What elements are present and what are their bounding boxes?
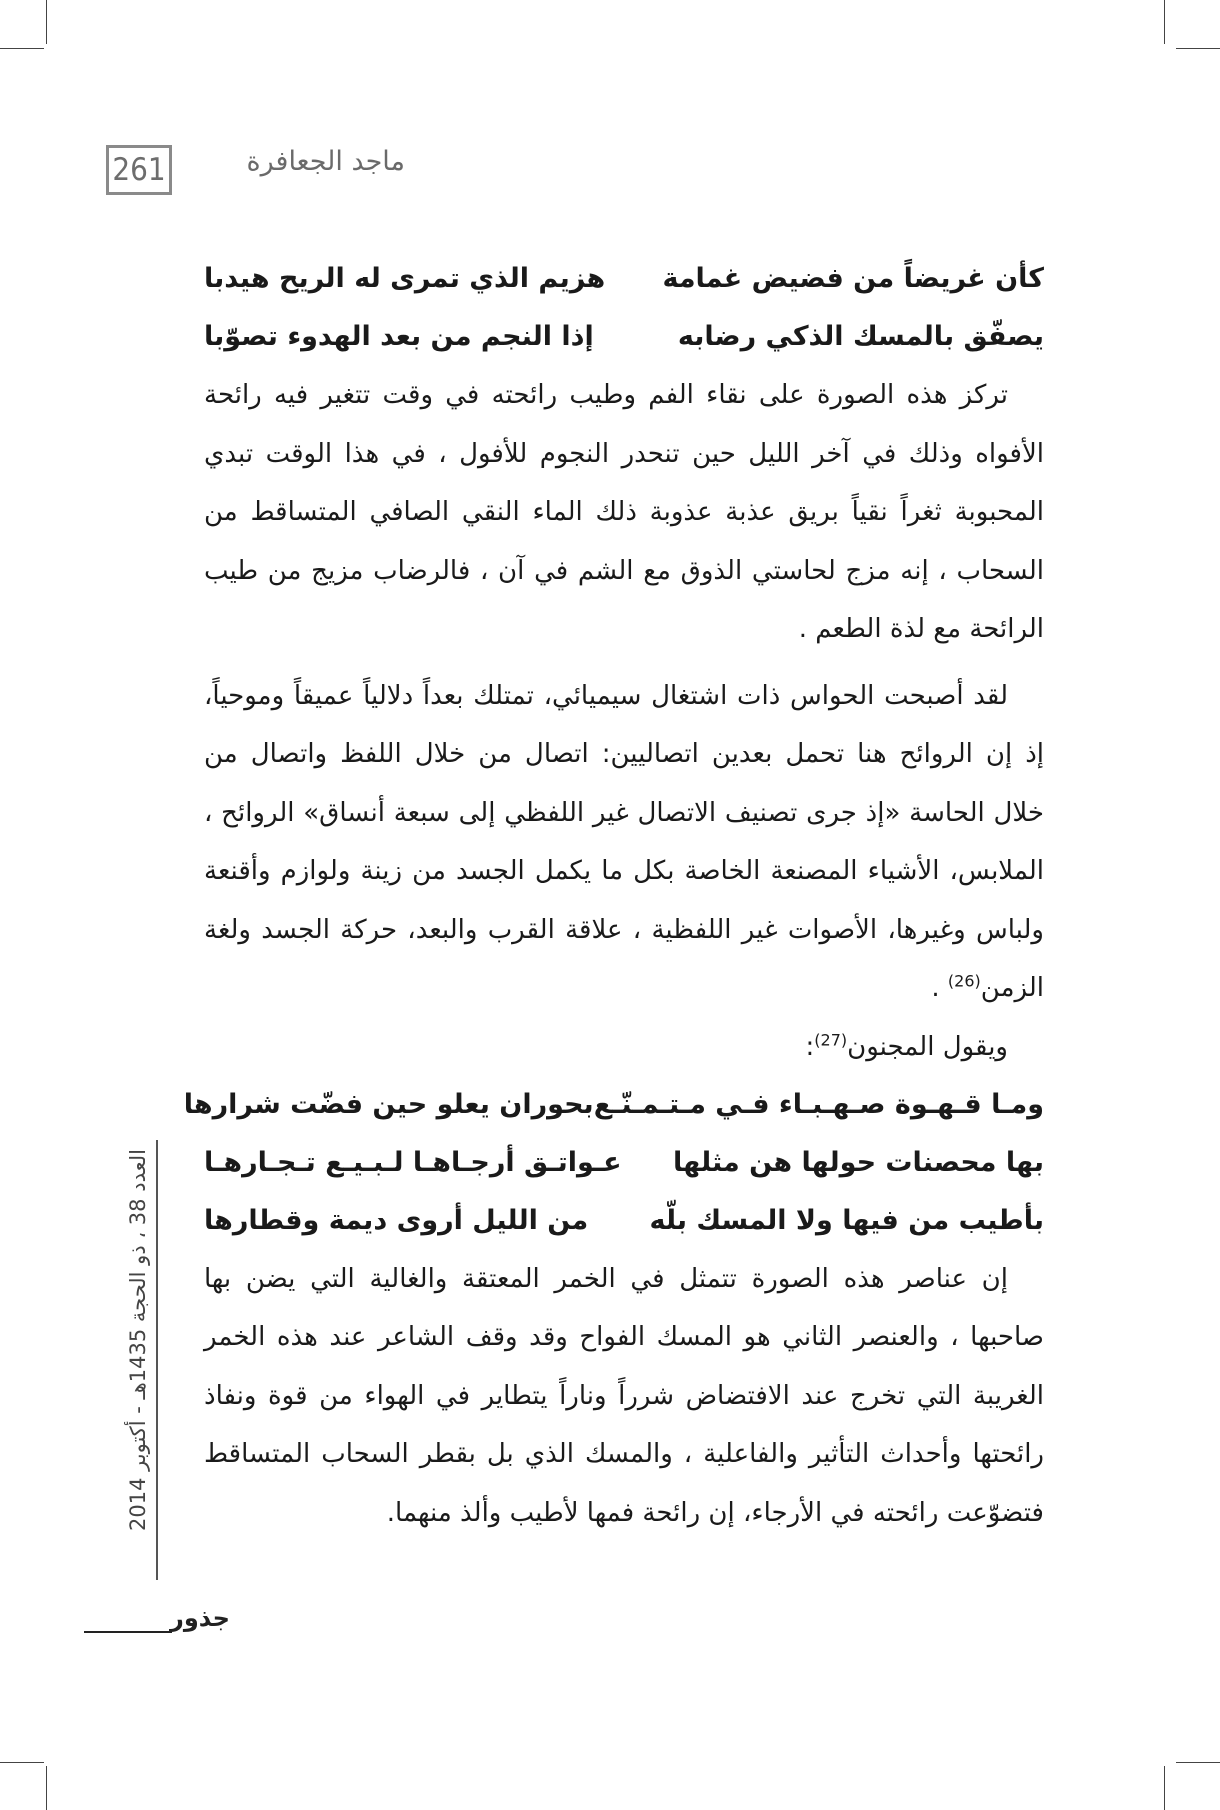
crop-mark bbox=[46, 0, 47, 44]
crop-mark bbox=[1176, 1762, 1220, 1763]
footnote-marker: (27) bbox=[814, 1029, 848, 1049]
page-number: 261 bbox=[106, 145, 172, 195]
footnote-marker: (26) bbox=[947, 971, 981, 991]
journal-logo-text: جذور bbox=[170, 1604, 230, 1632]
body-paragraph: تركز هذه الصورة على نقاء الفم وطيب رائحته في وقت تتغير فيه رائحة الأفواه وذلك في آخر الليل حين تنحدر النجوم للأفول ، في هذا الوقت تبدي المحبوبة ثغراً نقياً بريق عذبة عذوبة ذلك الماء النقي الصافي المتساقط من السحاب ، إنه مزج لحاستي الذوق مع الشم في آن ، فالرضاب مزيج من طيب الرائحة مع لذة الطعم . bbox=[204, 380, 1044, 644]
poem-verse bbox=[204, 1134, 1044, 1192]
crop-mark bbox=[46, 1766, 47, 1810]
verse-second-hemistich: بحوران يعلو حين فضّت شرارها bbox=[183, 1088, 594, 1120]
crop-mark bbox=[1176, 48, 1220, 49]
journal-logo bbox=[82, 1596, 230, 1640]
crop-mark bbox=[0, 48, 44, 49]
body-paragraph bbox=[204, 667, 1044, 1018]
credit-divider bbox=[156, 1140, 158, 1580]
poem-verse bbox=[204, 250, 1044, 308]
paragraph-end: . bbox=[931, 973, 940, 1003]
running-head-author: ماجد الجعافرة bbox=[246, 146, 405, 177]
verse-first-hemistich: بها محصنات حولها هن مثلها bbox=[673, 1146, 1044, 1178]
verse-first-hemistich: كأن غريضاً من فضيض غمامة bbox=[662, 263, 1044, 294]
verse-second-hemistich: عـواتـق أرجـاهـا لـبـيـع تـجـارهـا bbox=[204, 1146, 622, 1178]
verse-second-hemistich: من الليل أروى ديمة وقطارها bbox=[204, 1204, 589, 1236]
poem-verse bbox=[204, 1192, 1044, 1250]
issue-info: العدد 38 ، ذو الحجة 1435هـ - أكتوبر 2014 bbox=[126, 1149, 150, 1531]
body-paragraph: إن عناصر هذه الصورة تتمثل في الخمر المعتقة والغالية التي يضن بها صاحبها ، والعنصر الثاني هو المسك الفواح وقد وقف الشاعر عند هذه الخمر الغريبة التي تخرج عند الافتضاض شرراً وناراً يتطاير في الهواء من قوة ونفاذ رائحتها وأحداث التأثير والفاعلية ، والمسك الذي بل بقطر السحاب المتساقط فتضوّعت رائحته في الأرجاء، إن رائحة فمها لأطيب وألذ منهما. bbox=[204, 1263, 1044, 1528]
poem-verse bbox=[183, 1076, 1044, 1134]
paragraph-text: لقد أصبحت الحواس ذات اشتغال سيميائي، تمتلك بعداً دلالياً عميقاً وموحياً، إذ إن الروائح هنا تحمل بعدين اتصاليين: اتصال من خلال اللفظ واتصال من خلال الحاسة «إذ جرى تصنيف الاتصال غير اللفظي إلى سبعة أنساق» الروائح ، الملابس، الأشياء المصنعة الخاصة بكل ما يكمل الجسد من زينة ولوازم وأقنعة ولباس وغيرها، الأصوات غير اللفظية ، علاقة القرب والبعد، حركة الجسد ولغة الزمن bbox=[204, 680, 1044, 1003]
verse-first-hemistich: ومـا قـهـوة صـهـبـاء فـي مـتـمـنّـع bbox=[593, 1088, 1044, 1120]
intro-end: : bbox=[805, 1031, 815, 1062]
article-body bbox=[183, 250, 1044, 1542]
journal-issue-credit bbox=[118, 1130, 158, 1550]
journal-logo-graphic bbox=[82, 1596, 230, 1640]
verse-second-hemistich: إذا النجم من بعد الهدوء تصوّبا bbox=[204, 321, 594, 352]
verse-introduction bbox=[204, 1018, 1044, 1076]
intro-text: ويقول المجنون bbox=[847, 1031, 1008, 1062]
verse-first-hemistich: يصفّق بالمسك الذكي رضابه bbox=[677, 321, 1044, 352]
crop-mark bbox=[1164, 1766, 1165, 1810]
verse-second-hemistich: هزيم الذي تمرى له الريح هيدبا bbox=[204, 263, 606, 294]
verse-first-hemistich: بأطيب من فيها ولا المسك بلّه bbox=[649, 1204, 1044, 1236]
crop-mark bbox=[1164, 0, 1165, 44]
poem-verse bbox=[204, 308, 1044, 366]
crop-mark bbox=[0, 1762, 44, 1763]
